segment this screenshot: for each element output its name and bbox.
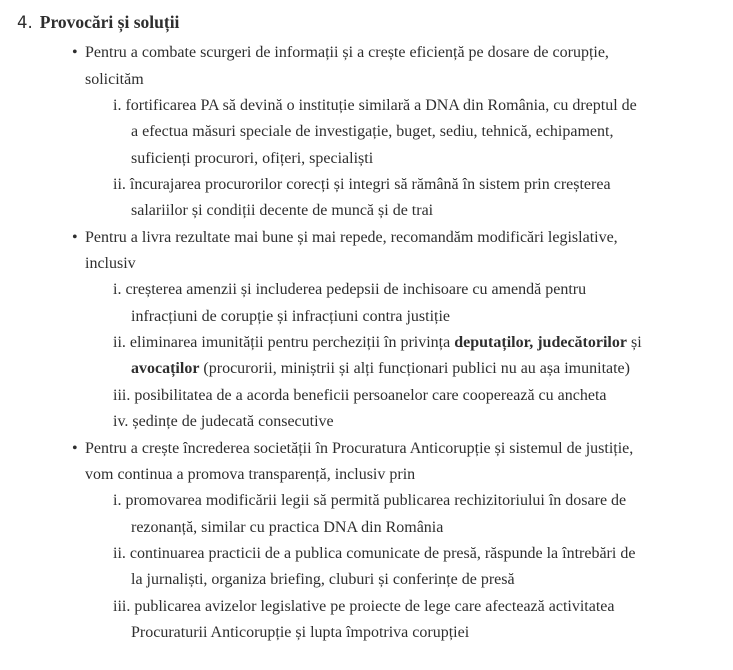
bullet-item <box>0 225 733 436</box>
roman-item <box>0 541 733 594</box>
text-line <box>113 277 733 303</box>
text-line <box>113 541 733 567</box>
text-run: Pentru a livra rezultate mai bune și mai repede, recomandăm modificări legislative, <box>85 228 618 246</box>
text-run-bold: avocaților <box>131 360 200 378</box>
roman-marker: i. <box>113 97 122 115</box>
text-run: infracțiuni de corupție și infracțiuni contra justiție <box>131 307 451 325</box>
roman-item <box>0 409 733 435</box>
text-line <box>72 40 733 66</box>
roman-item <box>0 93 733 172</box>
list-content <box>0 40 733 646</box>
text-run: și <box>626 334 642 352</box>
text-run: (procurorii, miniștrii și alți funcționari publici nu au așa imunitate) <box>199 360 630 378</box>
bullet-item <box>0 40 733 224</box>
bullet-marker: • <box>72 439 78 457</box>
roman-item <box>0 594 733 647</box>
text-run: a efectua măsuri speciale de investigație, buget, sediu, tehnică, echipament, <box>131 123 614 141</box>
roman-marker: i. <box>113 281 122 299</box>
text-run: promovarea modificării legii să permită publicarea rechizitoriului în dosare de <box>125 492 627 510</box>
text-line <box>131 304 733 330</box>
text-line <box>113 172 733 198</box>
text-line <box>131 356 733 382</box>
text-line <box>113 330 733 356</box>
heading-number: 4. <box>17 13 33 32</box>
text-line <box>113 383 733 409</box>
roman-marker: ii. <box>113 176 126 194</box>
heading-title: Provocări și soluții <box>39 12 180 32</box>
text-run: fortificarea PA să devină o instituție similară a DNA din România, cu dreptul de <box>125 97 637 115</box>
text-run: la jurnaliști, organiza briefing, cluburi și conferințe de presă <box>131 571 515 589</box>
text-run: continuarea practicii de a publica comunicate de presă, răspunde la întrebări de <box>129 544 636 562</box>
bullet-item <box>0 436 733 647</box>
text-line <box>131 119 733 145</box>
text-run: publicarea avizelor legislative pe proiecte de lege care afectează activitatea <box>134 597 615 615</box>
text-run: suficienți procurori, ofițeri, specialiști <box>131 149 374 167</box>
text-line <box>131 515 733 541</box>
text-run: ședințe de judecată consecutive <box>132 413 334 431</box>
text-line <box>131 620 733 646</box>
roman-item <box>0 488 733 541</box>
section-heading <box>17 9 733 37</box>
text-run: creșterea amenzii și includerea pedepsii de inchisoare cu amendă pentru <box>125 281 587 299</box>
text-line <box>72 225 733 251</box>
roman-marker: ii. <box>113 334 126 352</box>
text-run: vom continua a promova transparență, inclusiv prin <box>85 465 416 483</box>
roman-marker: iv. <box>113 413 129 431</box>
text-line <box>113 409 733 435</box>
text-run: Pentru a combate scurgeri de informații și a crește eficiență pe dosare de corupție, <box>85 44 609 62</box>
text-line <box>131 146 733 172</box>
text-line <box>131 567 733 593</box>
text-line <box>113 488 733 514</box>
text-run: Procuraturii Anticorupție și lupta împotriva corupției <box>131 623 470 641</box>
roman-item <box>0 383 733 409</box>
roman-marker: i. <box>113 492 122 510</box>
text-run: încurajarea procurorilor corecți și integri să rămână în sistem prin creșterea <box>129 176 611 194</box>
roman-item <box>0 277 733 330</box>
roman-item <box>0 172 733 225</box>
text-line <box>113 594 733 620</box>
text-run: posibilitatea de a acorda beneficii persoanelor care cooperează cu ancheta <box>134 386 607 404</box>
text-run-bold: deputaților, judecătorilor <box>454 334 627 352</box>
text-run: salariilor și condiții decente de muncă și de trai <box>131 202 434 220</box>
roman-item <box>0 330 733 383</box>
text-line <box>85 251 733 277</box>
text-run: solicităm <box>85 70 144 88</box>
text-line <box>85 67 733 93</box>
roman-marker: iii. <box>113 386 131 404</box>
roman-marker: iii. <box>113 597 131 615</box>
text-line <box>131 198 733 224</box>
roman-marker: ii. <box>113 544 126 562</box>
text-run: inclusiv <box>85 255 136 273</box>
text-run: eliminarea imunității pentru percheziții în privința <box>129 334 455 352</box>
text-line <box>85 462 733 488</box>
text-run: rezonanță, similar cu practica DNA din România <box>131 518 444 536</box>
text-run: Pentru a crește încrederea societății în Procuratura Anticorupție și sistemul de justiție, <box>85 439 634 457</box>
text-line <box>72 436 733 462</box>
text-line <box>113 93 733 119</box>
bullet-marker: • <box>72 228 78 246</box>
bullet-marker: • <box>72 44 78 62</box>
